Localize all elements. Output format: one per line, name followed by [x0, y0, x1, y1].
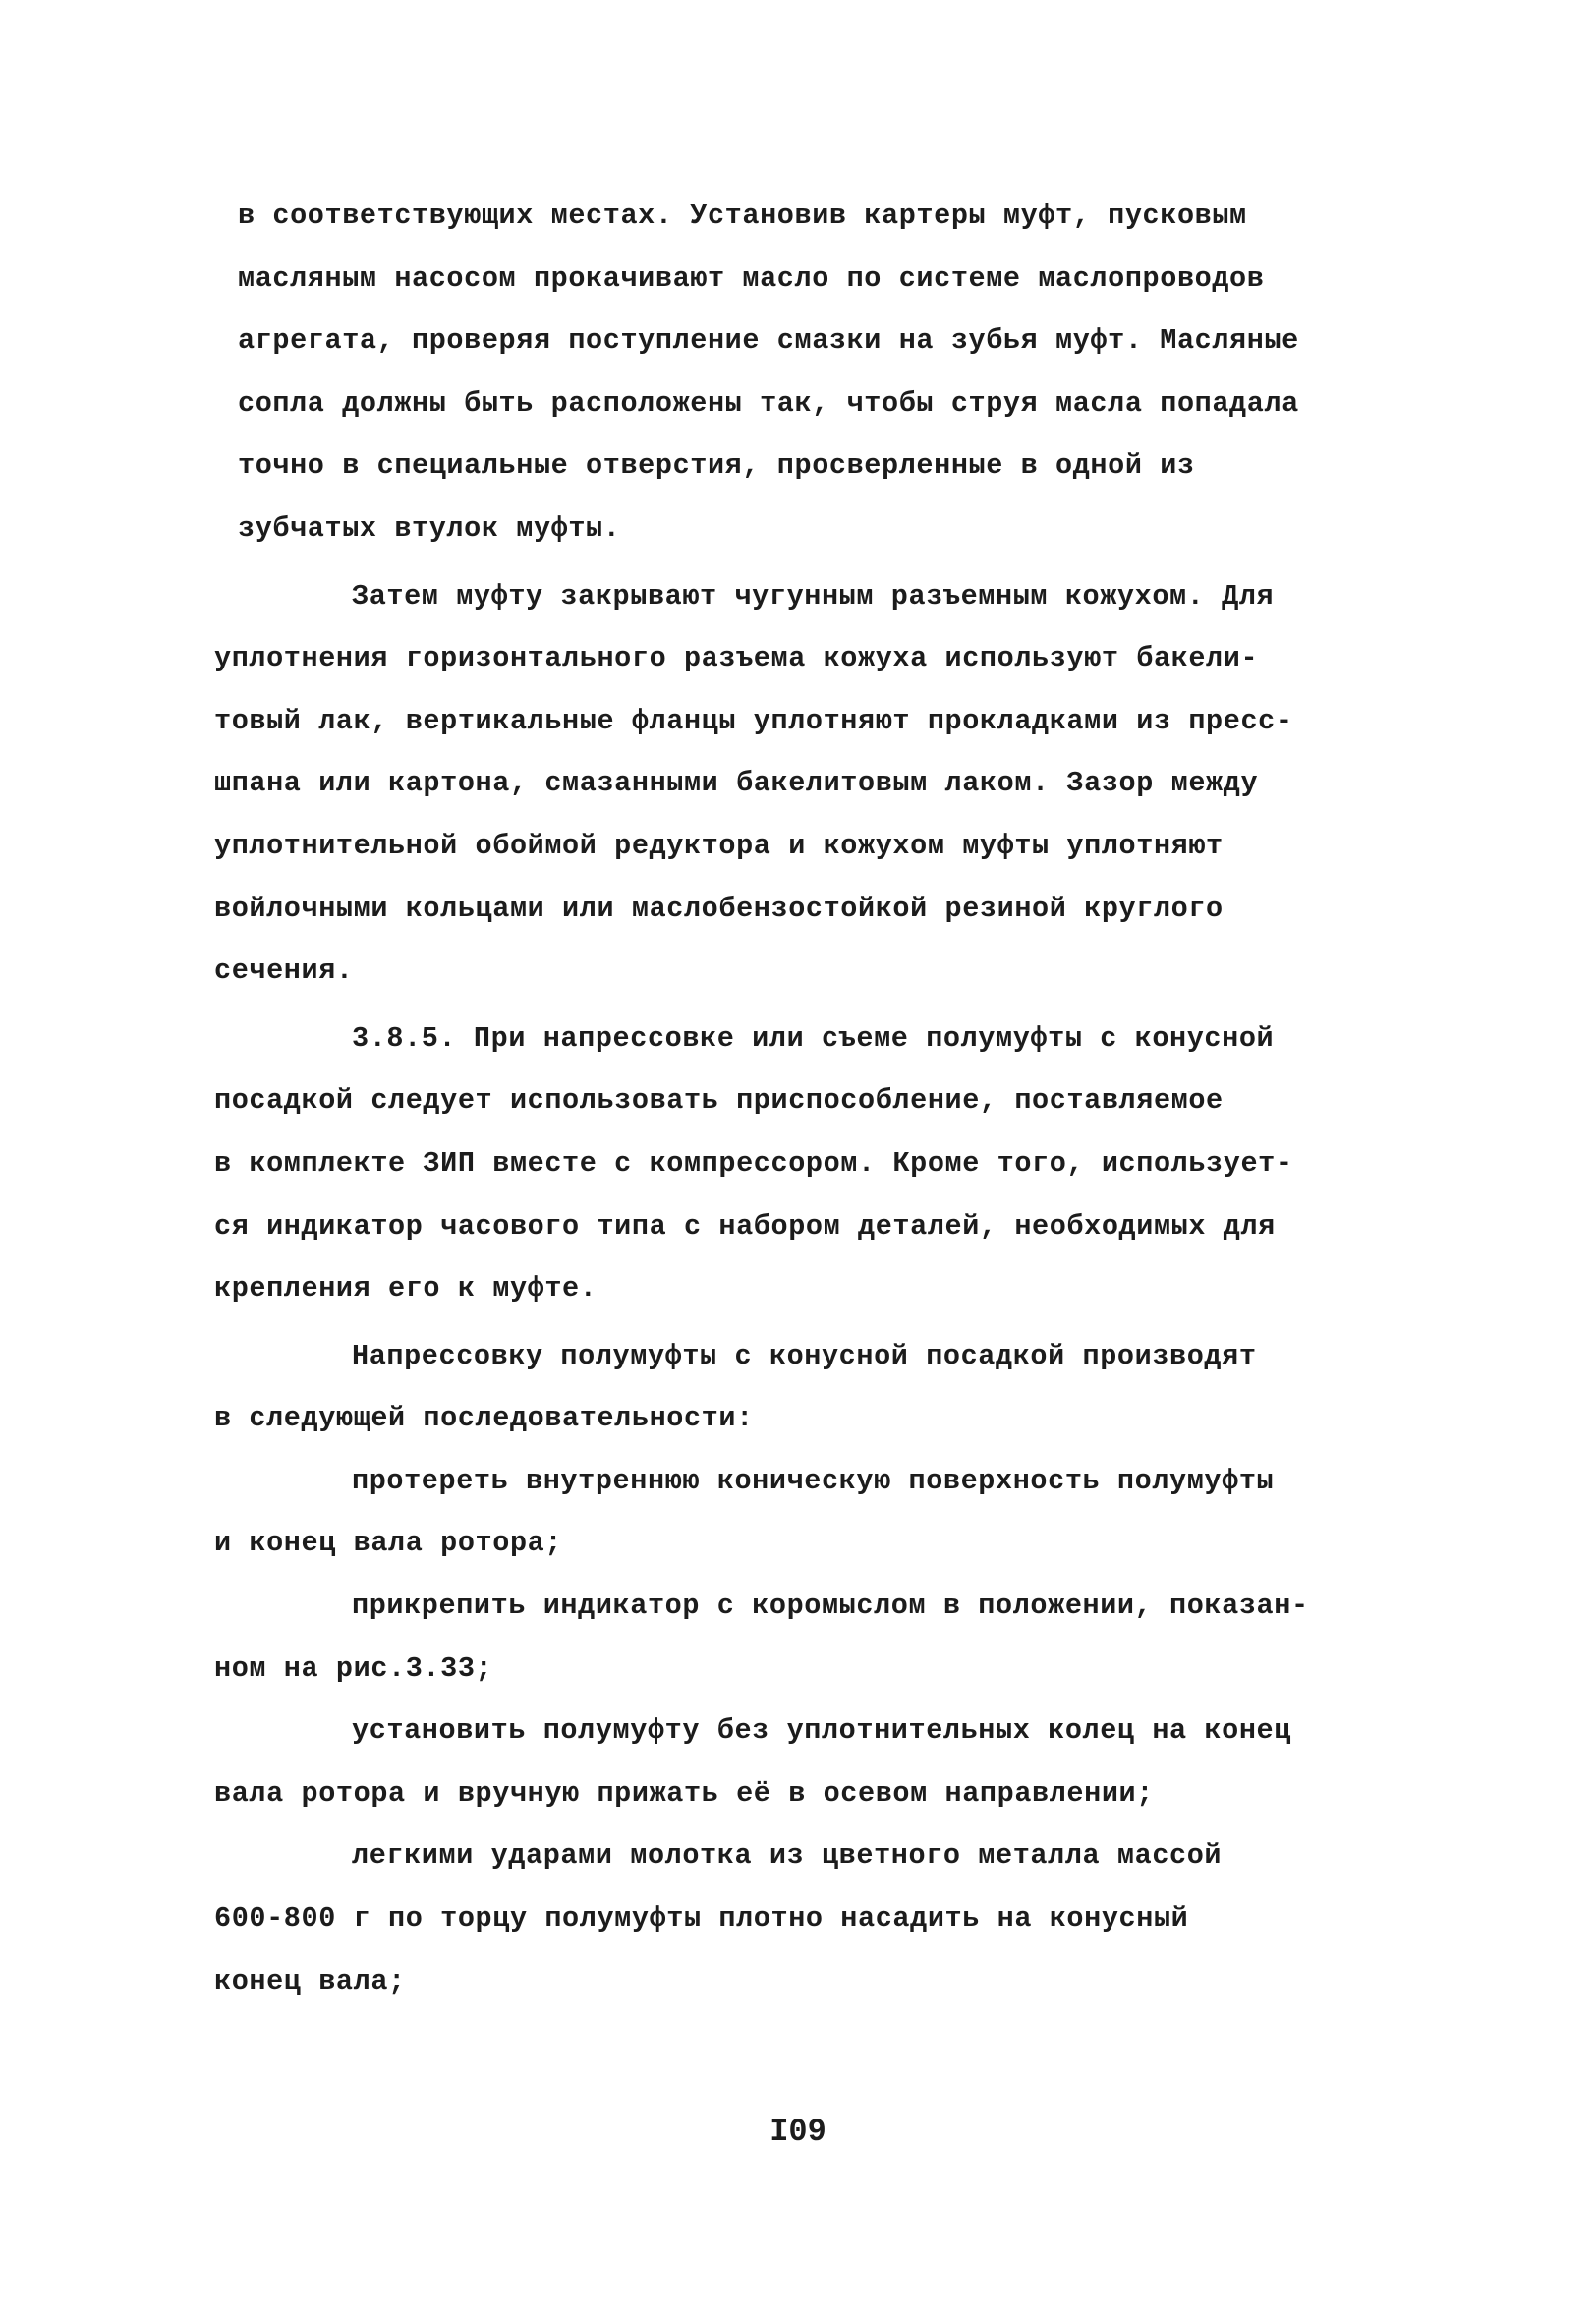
text-line: крепления его к муфте.: [214, 1272, 598, 1306]
body-text: [214, 185, 1415, 2012]
text-line: конец вала;: [214, 1964, 406, 1998]
text-line: в комплекте ЗИП вместе с компрессором. Кроме того, использует-: [214, 1146, 1293, 1180]
text-line: 3.8.5. При напрессовке или съеме полумуфты с конусной: [352, 1021, 1275, 1055]
text-line: сопла должны быть расположены так, чтобы струя масла попадала: [238, 386, 1299, 420]
text-line: ном на рис.3.33;: [214, 1652, 493, 1685]
text-line: масляным насосом прокачивают масло по системе маслопроводов: [238, 261, 1265, 295]
text-line: легкими ударами молотка из цветного металла массой: [352, 1839, 1223, 1873]
text-line: вала ротора и вручную прижать её в осевом направлении;: [214, 1776, 1154, 1810]
text-line: шпана или картона, смазанными бакелитовым лаком. Зазор между: [214, 767, 1259, 800]
text-line: ся индикатор часового типа с набором деталей, необходимых для: [214, 1209, 1276, 1243]
text-line: посадкой следует использовать приспособление, поставляемое: [214, 1084, 1224, 1118]
text-line: протереть внутреннюю коническую поверхность полумуфты: [352, 1464, 1275, 1497]
text-line: войлочными кольцами или маслобензостойкой резиной круглого: [214, 892, 1224, 925]
text-line: в соответствующих местах. Установив картеры муфт, пусковым: [238, 200, 1247, 232]
text-line: зубчатых втулок муфты.: [238, 511, 621, 545]
text-line: установить полумуфту без уплотнительных колец на конец: [352, 1714, 1291, 1748]
text-line: в следующей последовательности:: [214, 1402, 754, 1435]
text-line: Затем муфту закрывают чугунным разъемным кожухом. Для: [352, 579, 1275, 612]
text-line: товый лак, вертикальные фланцы уплотняют прокладками из пресс-: [214, 704, 1293, 737]
text-line: уплотнения горизонтального разъема кожуха используют бакели-: [214, 642, 1259, 675]
text-line: уплотнительной обоймой редуктора и кожухом муфты уплотняют: [214, 829, 1224, 862]
text-line: прикрепить индикатор с коромыслом в положении, показан-: [352, 1590, 1309, 1623]
text-line: и конец вала ротора;: [214, 1527, 563, 1560]
text-line: точно в специальные отверстия, просверленные в одной из: [238, 449, 1195, 483]
text-line: 600-800 г по торцу полумуфты плотно насадить на конусный: [214, 1902, 1189, 1936]
text-line: сечения.: [214, 955, 354, 988]
text-line: Напрессовку полумуфты с конусной посадкой производят: [352, 1339, 1257, 1372]
text-line: агрегата, проверяя поступление смазки на зубья муфт. Масляные: [238, 324, 1299, 358]
page-number: I09: [770, 2114, 826, 2150]
